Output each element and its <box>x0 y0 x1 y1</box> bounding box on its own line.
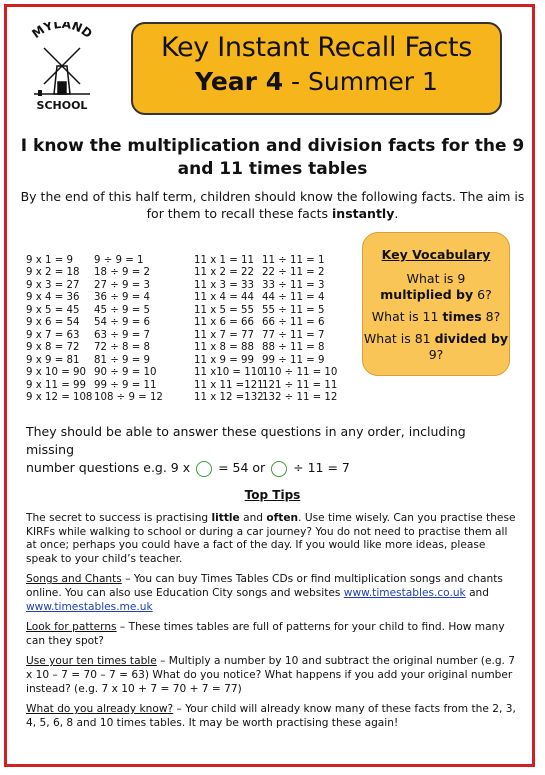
fact-line: 9 x 5 = 45 <box>26 304 80 316</box>
svg-text:SCHOOL: SCHOOL <box>36 99 88 112</box>
fact-line: 121 ÷ 11 = 11 <box>262 379 338 391</box>
page-heading: I know the multiplication and division facts for the 9 and 11 times tables <box>20 136 525 179</box>
fact-line: 11 x 4 = 44 <box>194 292 254 304</box>
fact-line: 66 ÷ 11 = 6 <box>262 317 325 329</box>
fact-line: 11 x 2 = 22 <box>194 267 254 279</box>
eleven-division-facts <box>262 255 337 404</box>
title-line-2: Year 4 - Summer 1 <box>195 67 438 96</box>
fact-line: 33 ÷ 11 = 3 <box>262 279 325 291</box>
fact-line: 44 ÷ 11 = 4 <box>262 292 325 304</box>
fact-line: 81 ÷ 9 = 9 <box>94 354 150 366</box>
fact-line: 11 x 5 = 55 <box>194 304 254 316</box>
vocab-question-2: What is 11 times 8? <box>371 309 501 324</box>
fact-line: 9 x 9 = 81 <box>26 354 80 366</box>
tip-patterns: Look for patterns – These times tables are full of patterns for your child to find. How many can they spot? <box>26 621 505 647</box>
fact-line: 9 x 12 = 108 <box>26 391 93 403</box>
fact-line: 110 ÷ 11 = 10 <box>262 367 338 379</box>
intro-text: By the end of this half term, children should know the following facts. The aim is for them to recall these facts instantly. <box>20 189 525 221</box>
svg-text:MYLAND: MYLAND <box>29 22 95 42</box>
missing-number-circle <box>271 461 287 477</box>
key-vocabulary-box <box>362 232 510 376</box>
tip-already-know: What do you already know? – Your child will already know many of these facts from the 2, 3, 4, 5, 6, 8 and 10 times tables. It may be worth practising these again! <box>26 703 516 729</box>
fact-line: 27 ÷ 9 = 3 <box>94 279 150 291</box>
fact-line: 132 ÷ 11 = 12 <box>262 391 338 403</box>
fact-line: 55 ÷ 11 = 5 <box>262 304 325 316</box>
fact-line: 88 ÷ 11 = 8 <box>262 342 325 354</box>
fact-line: 9 x 2 = 18 <box>26 267 80 279</box>
fact-line: 11 x 12 =132 <box>194 391 264 403</box>
missing-number-circle <box>196 461 212 477</box>
tip-little-and-often: The secret to success is practising little and often. Use time wisely. Can you practise these KIRFs while walking to school or during a car journey? You do not need to practise them all at once; perhaps you could have a fact of the day. If you would like more ideas, please speak to your child’s teacher. <box>26 512 516 565</box>
fact-line: 11 x 7 = 77 <box>194 329 254 341</box>
nine-multiplication-facts <box>26 255 92 404</box>
school-logo <box>14 22 110 112</box>
top-tips <box>26 512 518 737</box>
fact-line: 54 ÷ 9 = 6 <box>94 317 150 329</box>
fact-line: 11 ÷ 11 = 1 <box>262 255 325 266</box>
fact-line: 77 ÷ 11 = 7 <box>262 329 325 341</box>
fact-line: 108 ÷ 9 = 12 <box>94 391 163 403</box>
eleven-multiplication-facts <box>194 255 264 404</box>
vocab-question-3: What is 81 divided by 9? <box>363 331 509 362</box>
fact-line: 45 ÷ 9 = 5 <box>94 304 150 316</box>
fact-line: 11 x 8 = 88 <box>194 342 254 354</box>
fact-line: 11 x10 = 110 <box>194 367 264 379</box>
fact-line: 22 ÷ 11 = 2 <box>262 267 325 279</box>
answer-instructions: They should be able to answer these questions in any order, including missing number questions e.g. 9 x = 54 or ÷ 11 = 7 <box>26 424 466 475</box>
fact-line: 90 ÷ 9 = 10 <box>94 367 157 379</box>
tip-ten-times-table: Use your ten times table – Multiply a number by 10 and subtract the original number (e.g. 7 x 10 – 7 = 70 – 7 = 63) What do you notice? What happens if you add your original number instead? (e.g. 7 x 10 + 7 = 70 + 7 = 77) <box>26 655 516 695</box>
fact-line: 9 x 8 = 72 <box>26 342 80 354</box>
fact-line: 9 x 7 = 63 <box>26 329 80 341</box>
nine-division-facts <box>94 255 163 404</box>
fact-line: 99 ÷ 9 = 11 <box>94 379 157 391</box>
vocab-heading: Key Vocabulary <box>381 247 491 262</box>
link-timestables-co-uk[interactable]: www.timestables.co.uk <box>343 586 466 599</box>
fact-line: 9 x 1 = 9 <box>26 255 73 266</box>
fact-line: 9 x 4 = 36 <box>26 292 80 304</box>
tip-songs-and-chants: Songs and Chants – You can buy Times Tables CDs or find multiplication songs and chants online. You can also use Education City songs and websites www.timestables.co.uk and www.timestables.me.uk <box>26 573 503 613</box>
fact-line: 36 ÷ 9 = 4 <box>94 292 150 304</box>
fact-line: 11 x 3 = 33 <box>194 279 254 291</box>
title-line-1: Key Instant Recall Facts <box>160 32 473 63</box>
link-timestables-me-uk[interactable]: www.timestables.me.uk <box>26 600 153 613</box>
fact-line: 72 ÷ 8 = 8 <box>94 342 150 354</box>
fact-line: 11 x 11 =121 <box>194 379 264 391</box>
title-banner <box>131 22 502 115</box>
top-tips-heading: Top Tips <box>244 488 301 502</box>
fact-line: 11 x 1 = 11 <box>194 255 254 266</box>
fact-line: 11 x 9 = 99 <box>194 354 254 366</box>
fact-line: 18 ÷ 9 = 2 <box>94 267 150 279</box>
fact-line: 9 x 10 = 90 <box>26 367 86 379</box>
fact-line: 11 x 6 = 66 <box>194 317 254 329</box>
vocab-question-1: What is 9 multiplied by 6? <box>380 271 492 302</box>
fact-line: 9 x 6 = 54 <box>26 317 80 329</box>
fact-line: 9 ÷ 9 = 1 <box>94 255 144 266</box>
fact-line: 99 ÷ 11 = 9 <box>262 354 325 366</box>
fact-line: 9 x 3 = 27 <box>26 279 80 291</box>
fact-line: 9 x 11 = 99 <box>26 379 86 391</box>
fact-line: 63 ÷ 9 = 7 <box>94 329 150 341</box>
